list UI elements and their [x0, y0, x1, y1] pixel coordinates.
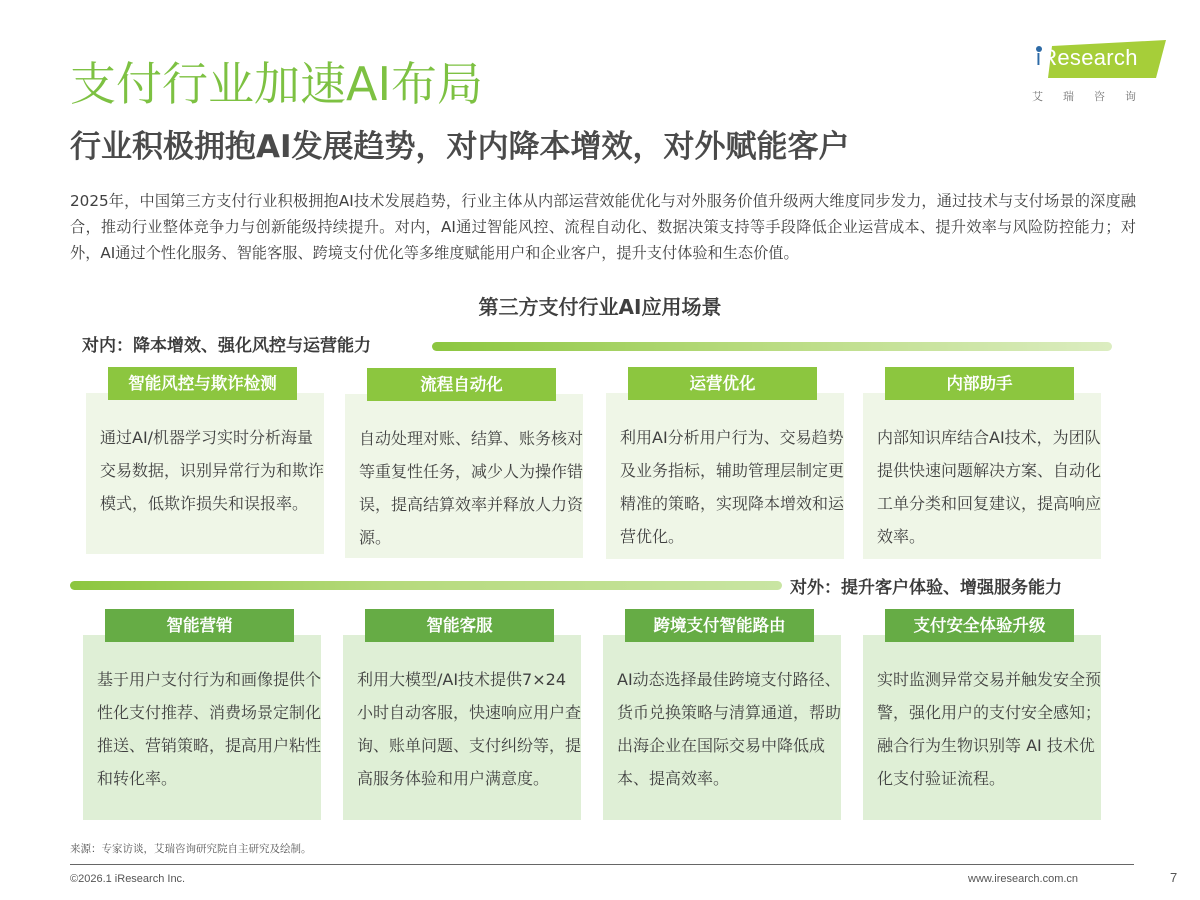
scenario-card: [86, 367, 324, 554]
section-divider-bar-outer: [70, 581, 782, 590]
footer-divider: [70, 864, 1134, 865]
card-header: 流程自动化: [367, 368, 556, 401]
card-body: 基于用户支付行为和画像提供个性化支付推荐、消费场景定制化推送、营销策略，提高用户粘性和转化率。: [83, 635, 321, 820]
logo-chinese-name: 艾瑞咨询: [1032, 90, 1156, 103]
scenario-card: [863, 367, 1101, 559]
card-header: 跨境支付智能路由: [625, 609, 814, 642]
section-label-inner: 对内：降本增效、强化风控与运营能力: [82, 336, 371, 356]
figure-title: 第三方支付行业AI应用场景: [478, 295, 722, 319]
page-title: 支付行业加速AI布局: [70, 57, 484, 111]
card-body: 利用AI分析用户行为、交易趋势及业务指标，辅助管理层制定更精准的策略，实现降本增效和运营优化。: [606, 393, 844, 559]
intro-paragraph: 2025年，中国第三方支付行业积极拥抱AI技术发展趋势，行业主体从内部运营效能优化与对外服务价值升级两大维度同步发力，通过技术与支付场景的深度融合，推动行业整体竞争力与创新能级持续提升。对内，AI通过智能风控、流程自动化、数据决策支持等手段降低企业运营成本、提升效率与风险防控能力；对外，AI通过个性化服务、智能客服、跨境支付优化等多维度赋能用户和企业客户，提升支付体验和生态价值。: [70, 192, 1136, 262]
card-body: 通过AI/机器学习实时分析海量交易数据，识别异常行为和欺诈模式，低欺诈损失和误报率。: [86, 393, 324, 554]
scenario-card: [83, 609, 321, 820]
page-subtitle: 行业积极拥抱AI发展趋势，对内降本增效，对外赋能客户: [70, 129, 850, 165]
website-link[interactable]: www.iresearch.com.cn: [968, 873, 1079, 885]
scenario-card: [603, 609, 841, 820]
card-header: 智能营销: [105, 609, 294, 642]
scenario-card: [343, 609, 581, 820]
scenario-card: [345, 368, 583, 558]
logo-prefix: i: [1036, 45, 1042, 70]
logo-wordmark: [1036, 43, 1138, 73]
card-body: 实时监测异常交易并触发安全预警，强化用户的支付安全感知；融合行为生物识别等 AI 技术优化支付验证流程。: [863, 635, 1101, 820]
card-header: 运营优化: [628, 367, 817, 400]
scenario-card: [606, 367, 844, 559]
copyright-text: ©2026.1 iResearch Inc.: [70, 873, 186, 885]
page-number: 7: [1170, 870, 1178, 885]
card-header: 智能客服: [365, 609, 554, 642]
logo-brand-name: Research: [1041, 45, 1138, 70]
card-body: 利用大模型/AI技术提供7×24小时自动客服，快速响应用户查询、账单问题、支付纠纷等，提高服务体验和用户满意度。: [343, 635, 581, 820]
scenario-card: [863, 609, 1101, 820]
section-divider-bar-inner: [432, 342, 1112, 351]
section-label-outer: 对外：提升客户体验、增强服务能力: [790, 578, 1062, 598]
card-header: 内部助手: [885, 367, 1074, 400]
iresearch-logo: [1026, 40, 1176, 110]
source-note: 来源：专家访谈，艾瑞咨询研究院自主研究及绘制。: [70, 843, 312, 855]
card-body: AI动态选择最佳跨境支付路径、货币兑换策略与清算通道，帮助出海企业在国际交易中降低成本、提高效率。: [603, 635, 841, 820]
card-header: 智能风控与欺诈检测: [108, 367, 297, 400]
card-body: 自动处理对账、结算、账务核对等重复性任务，减少人为操作错误，提高结算效率并释放人力资源。: [345, 394, 583, 558]
card-body: 内部知识库结合AI技术，为团队提供快速问题解决方案、自动化工单分类和回复建议，提高响应效率。: [863, 393, 1101, 559]
card-header: 支付安全体验升级: [885, 609, 1074, 642]
